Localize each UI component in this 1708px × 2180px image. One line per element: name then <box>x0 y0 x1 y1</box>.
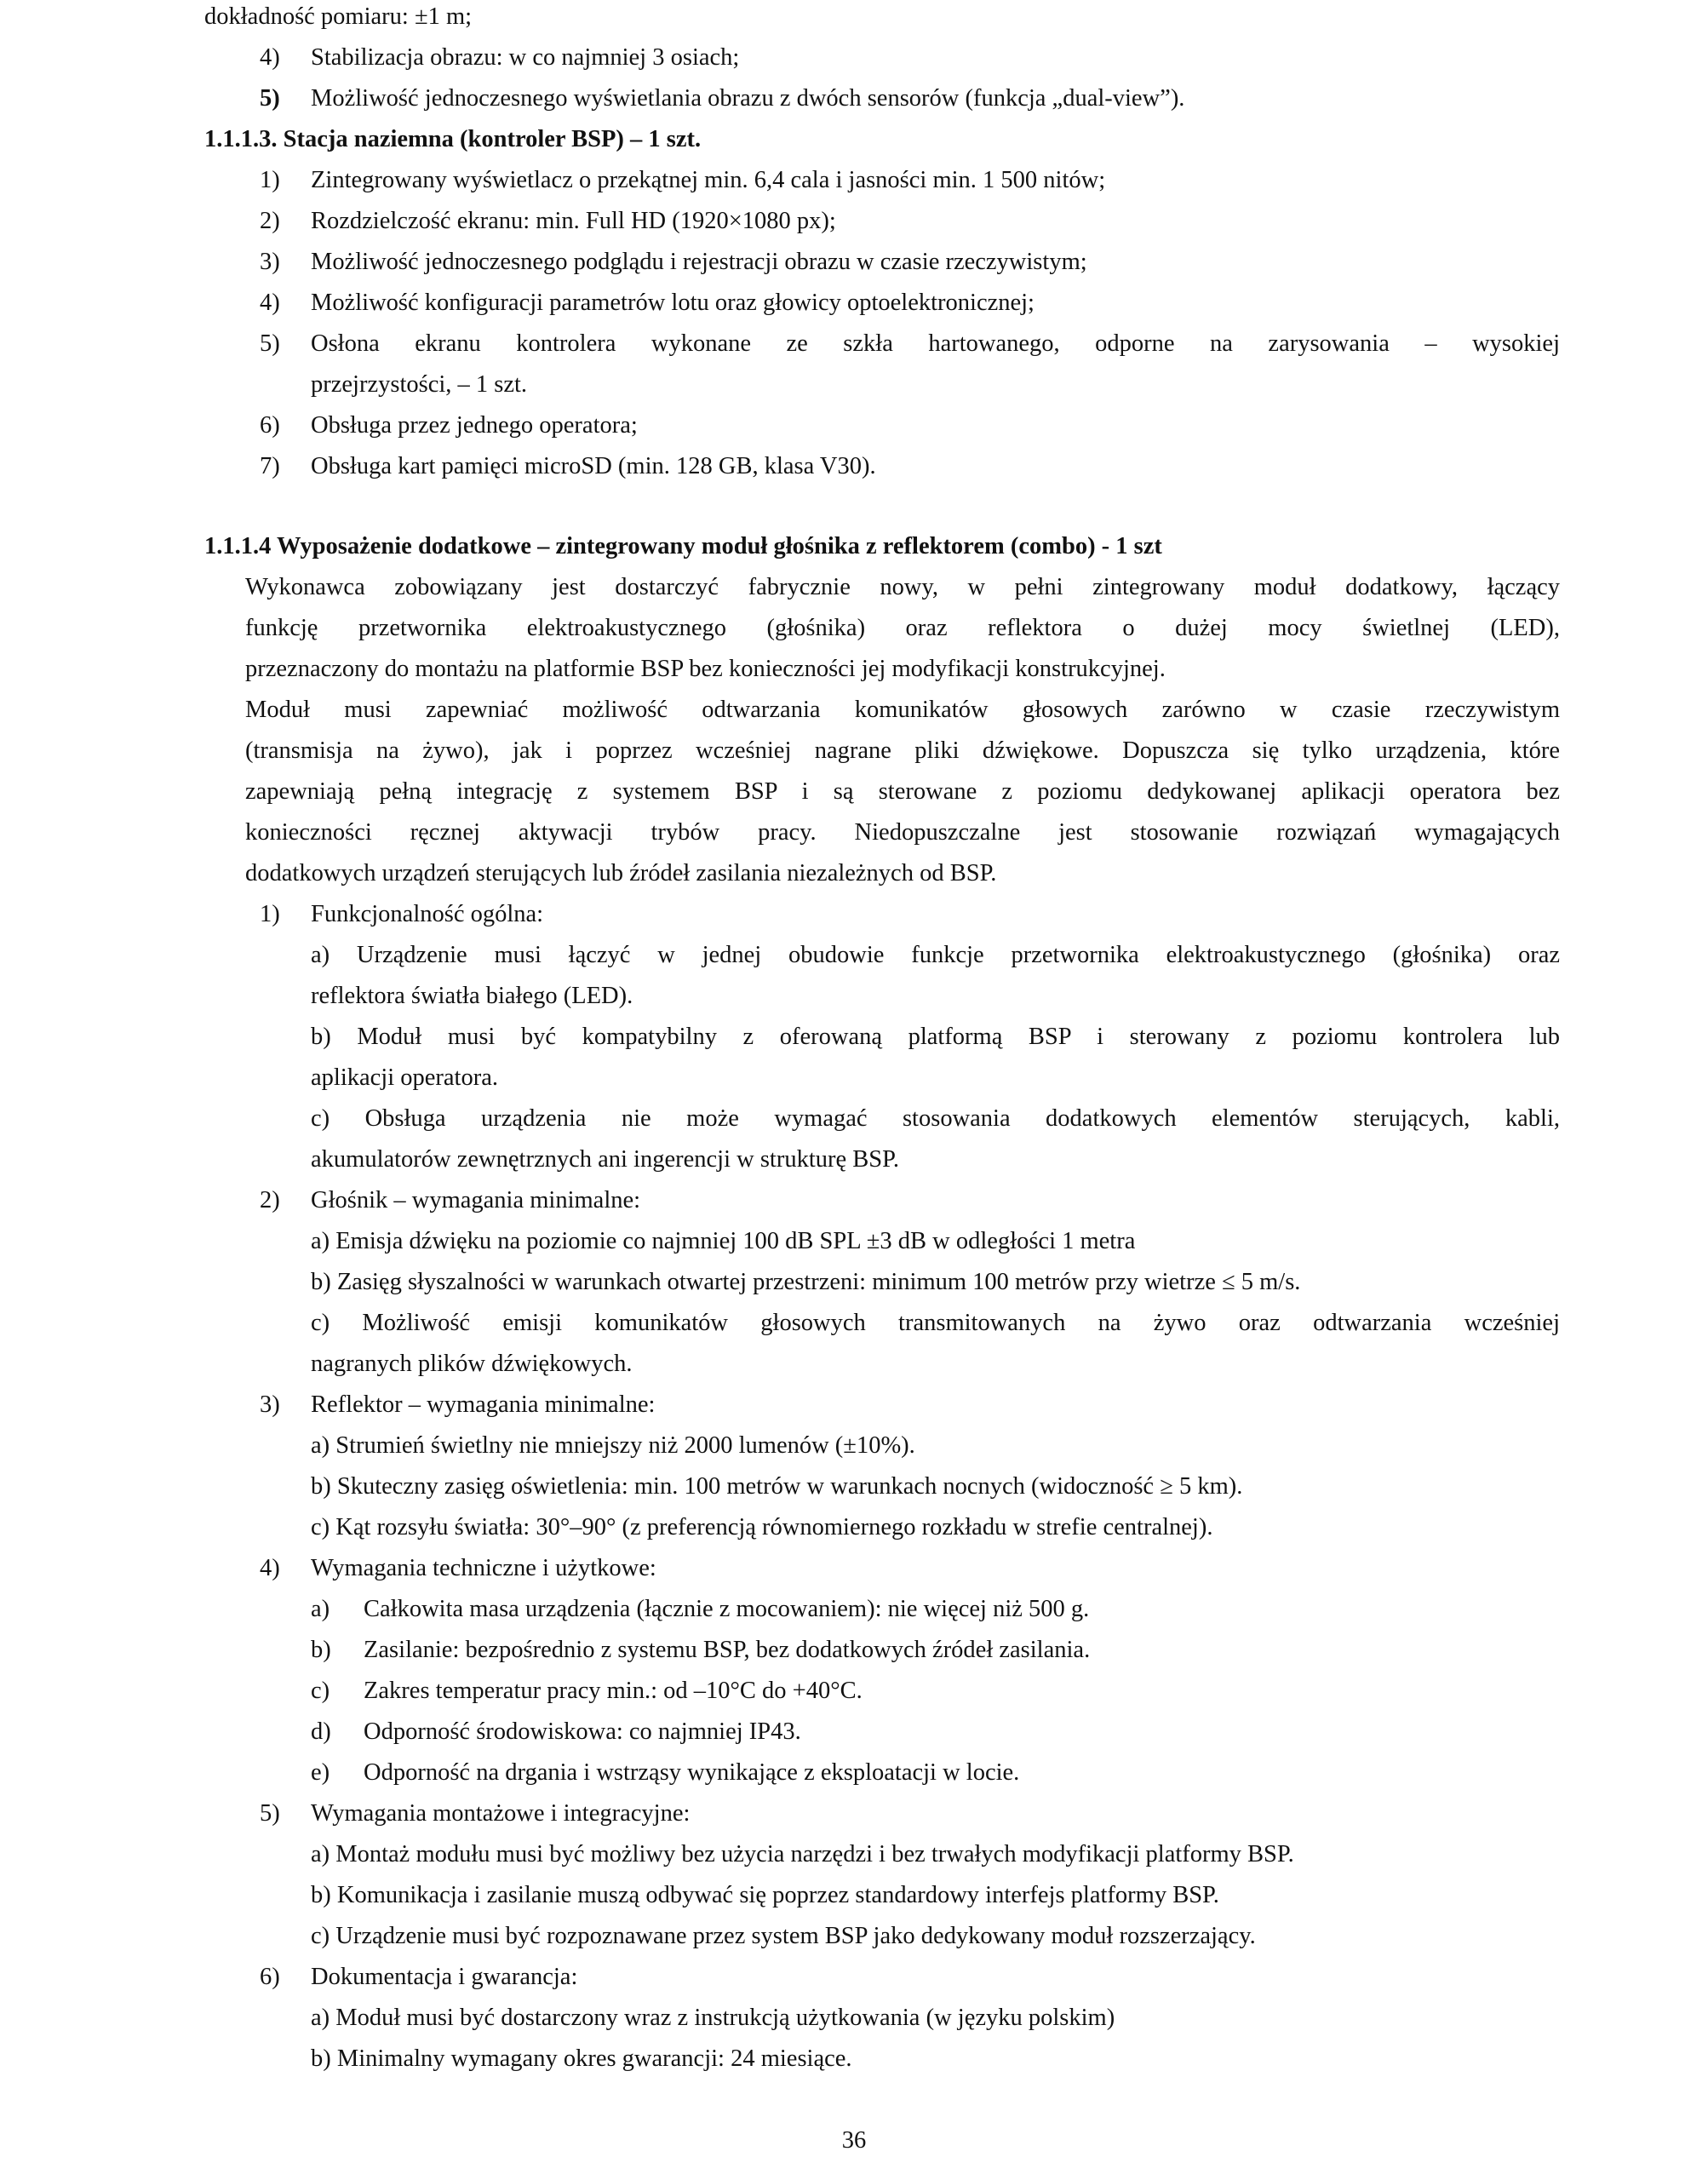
item-text: Obsługa przez jednego operatora; <box>311 412 638 439</box>
paragraph-text: przeznaczony do montażu na platformie BSP bez konieczności jej modyfikacji konstrukcyjnej. <box>245 656 1166 682</box>
item-number: 6) <box>260 412 280 439</box>
sub-item-text: c) Obsługa urządzenia nie może wymagać stosowania dodatkowych elementów sterujących, kabli, <box>311 1105 1560 1132</box>
paragraph-text: funkcję przetwornika elektroakustycznego (głośnika) oraz reflektora o dużej mocy świetlnej (LED), <box>245 615 1560 641</box>
item-text: Obsługa kart pamięci microSD (min. 128 GB, klasa V30). <box>311 453 876 479</box>
item-number: 3) <box>260 1391 280 1418</box>
item-text: Wymagania techniczne i użytkowe: <box>311 1555 656 1581</box>
sub-item-text: b) Skuteczny zasięg oświetlenia: min. 100 metrów w warunkach nocnych (widoczność ≥ 5 km). <box>311 1473 1243 1500</box>
item-number: 1) <box>260 901 280 927</box>
paragraph-text: Wykonawca zobowiązany jest dostarczyć fabrycznie nowy, w pełni zintegrowany moduł dodatkowy, łączący <box>245 574 1560 600</box>
page-number: 36 <box>841 2127 867 2154</box>
item-number: 4) <box>260 1555 280 1581</box>
sub-item-label: e) <box>311 1759 330 1786</box>
sub-item-label: c) <box>311 1678 330 1704</box>
item-text: Możliwość konfiguracji parametrów lotu oraz głowicy optoelektronicznej; <box>311 290 1035 316</box>
item-text: Zintegrowany wyświetlacz o przekątnej min. 6,4 cala i jasności min. 1 500 nitów; <box>311 167 1106 193</box>
sub-item-text: b) Komunikacja i zasilanie muszą odbywać się poprzez standardowy interfejs platformy BSP. <box>311 1882 1219 1908</box>
text-line <box>204 2 472 32</box>
item-number: 5) <box>260 1800 280 1827</box>
sub-item-label: d) <box>311 1718 331 1745</box>
item-number: 5) <box>260 85 280 112</box>
item-number: 3) <box>260 249 280 275</box>
sub-item-label: b) <box>311 1637 331 1663</box>
paragraph-text: Moduł musi zapewniać możliwość odtwarzania komunikatów głosowych zarówno w czasie rzeczywistym <box>245 697 1560 723</box>
sub-item-text: a) Montaż modułu musi być możliwy bez użycia narzędzi i bez trwałych modyfikacji platformy BSP. <box>311 1841 1294 1867</box>
item-text: Reflektor – wymagania minimalne: <box>311 1391 656 1418</box>
item-text: Rozdzielczość ekranu: min. Full HD (1920×1080 px); <box>311 208 836 234</box>
item-number: 4) <box>260 290 280 316</box>
sub-item-text: c) Urządzenie musi być rozpoznawane przez system BSP jako dedykowany moduł rozszerzający. <box>311 1923 1256 1949</box>
sub-item-text: Odporność na drgania i wstrząsy wynikające z eksploatacji w locie. <box>364 1759 1020 1786</box>
sub-item-text: c) Kąt rozsyłu światła: 30°–90° (z preferencją równomiernego rozkładu w strefie centralnej). <box>311 1514 1213 1540</box>
sub-item-text: c) Możliwość emisji komunikatów głosowych transmitowanych na żywo oraz odtwarzania wcześniej <box>311 1310 1560 1336</box>
section-heading-1-1-1-3 <box>204 124 701 155</box>
item-text: Stabilizacja obrazu: w co najmniej 3 osiach; <box>311 44 740 71</box>
heading-text: 1.1.1.4 Wyposażenie dodatkowe – zintegrowany moduł głośnika z reflektorem (combo) - 1 szt <box>204 533 1162 559</box>
sub-item-text: Całkowita masa urządzenia (łącznie z mocowaniem): nie więcej niż 500 g. <box>364 1596 1090 1622</box>
paragraph-text: zapewniają pełną integrację z systemem BSP i są sterowane z poziomu dedykowanej aplikacji operatora bez <box>245 778 1560 805</box>
item-text: Osłona ekranu kontrolera wykonane ze szkła hartowanego, odporne na zarysowania – wysokiej <box>311 330 1560 357</box>
item-number: 6) <box>260 1964 280 1990</box>
sub-item-text: b) Moduł musi być kompatybilny z oferowaną platformą BSP i sterowany z poziomu kontrolera lub <box>311 1024 1560 1050</box>
sub-item-text: a) Emisja dźwięku na poziomie co najmniej 100 dB SPL ±3 dB w odległości 1 metra <box>311 1228 1136 1254</box>
sub-item-text: Odporność środowiskowa: co najmniej IP43. <box>364 1718 801 1745</box>
paragraph-text: dodatkowych urządzeń sterujących lub źródeł zasilania niezależnych od BSP. <box>245 860 997 886</box>
item-number: 2) <box>260 1187 280 1213</box>
sub-item-text: a) Urządzenie musi łączyć w jednej obudowie funkcje przetwornika elektroakustycznego (głośnika) oraz <box>311 942 1560 968</box>
item-number: 2) <box>260 208 280 234</box>
item-text: Funkcjonalność ogólna: <box>311 901 544 927</box>
sub-item-text: b) Zasięg słyszalności w warunkach otwartej przestrzeni: minimum 100 metrów przy wietrze ≤ 5 m/s. <box>311 1269 1301 1295</box>
item-number: 1) <box>260 167 280 193</box>
paragraph-text: (transmisja na żywo), jak i poprzez wcześniej nagrane pliki dźwiękowe. Dopuszcza się tylko urządzenia, które <box>245 737 1560 764</box>
sub-item-text: nagranych plików dźwiękowych. <box>311 1351 633 1377</box>
item-number: 4) <box>260 44 280 71</box>
paragraph-text: konieczności ręcznej aktywacji trybów pracy. Niedopuszczalne jest stosowanie rozwiązań wymagających <box>245 819 1560 846</box>
item-text-continuation: przejrzystości, – 1 szt. <box>311 371 528 398</box>
item-text: Dokumentacja i gwarancja: <box>311 1964 578 1990</box>
heading-text: 1.1.1.3. Stacja naziemna (kontroler BSP) – 1 szt. <box>204 126 702 152</box>
sub-item-text: a) Moduł musi być dostarczony wraz z instrukcją użytkowania (w języku polskim) <box>311 2005 1115 2031</box>
item-number: 7) <box>260 453 280 479</box>
sub-item-label: a) <box>311 1596 330 1622</box>
section-heading-1-1-1-4 <box>204 531 1162 562</box>
sub-item-text: reflektora światła białego (LED). <box>311 983 633 1009</box>
sub-item-text: Zasilanie: bezpośrednio z systemu BSP, bez dodatkowych źródeł zasilania. <box>364 1637 1091 1663</box>
item-text: Wymagania montażowe i integracyjne: <box>311 1800 691 1827</box>
sub-item-text: Zakres temperatur pracy min.: od –10°C do +40°C. <box>364 1678 863 1704</box>
item-number: 5) <box>260 330 280 357</box>
item-text: Możliwość jednoczesnego podglądu i rejestracji obrazu w czasie rzeczywistym; <box>311 249 1087 275</box>
sub-item-text: aplikacji operatora. <box>311 1064 498 1091</box>
sub-item-text: a) Strumień świetlny nie mniejszy niż 2000 lumenów (±10%). <box>311 1432 915 1459</box>
continuation-text: dokładność pomiaru: ±1 m; <box>204 3 473 30</box>
sub-item-text: b) Minimalny wymagany okres gwarancji: 24 miesiące. <box>311 2045 852 2072</box>
item-text: Możliwość jednoczesnego wyświetlania obrazu z dwóch sensorów (funkcja „dual-view”). <box>311 85 1185 112</box>
sub-item-text: akumulatorów zewnętrznych ani ingerencji w strukturę BSP. <box>311 1146 899 1173</box>
item-text: Głośnik – wymagania minimalne: <box>311 1187 641 1213</box>
